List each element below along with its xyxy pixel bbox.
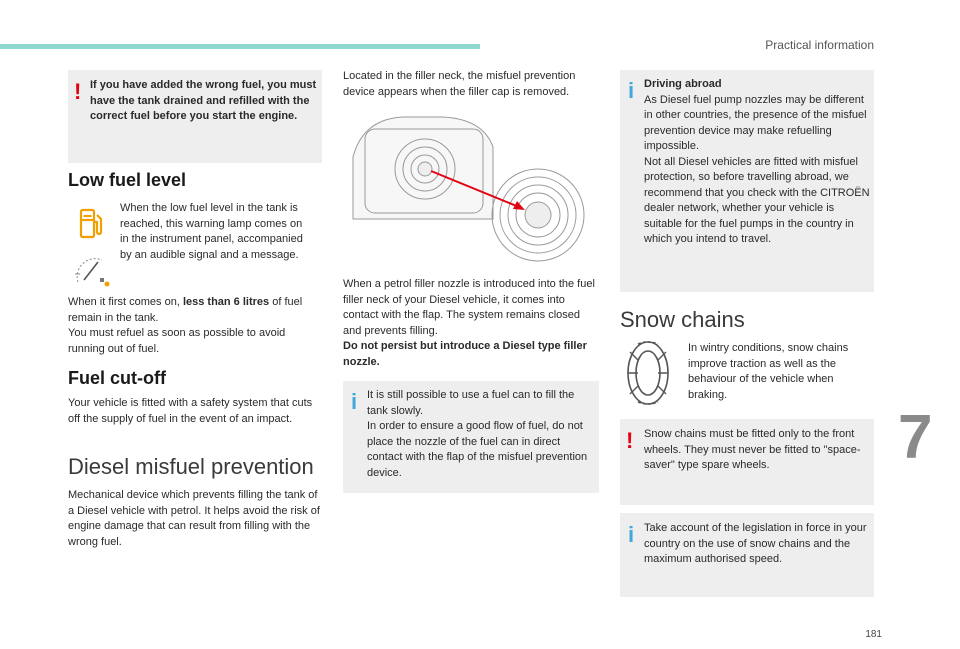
snow-chain-icon xyxy=(622,338,674,408)
low-fuel-refuel-text: You must refuel as soon as possible to avoid running out of fuel. xyxy=(68,327,286,355)
fuel-can-info-text xyxy=(367,388,595,481)
fuel-can-info-line1: It is still possible to use a fuel can to fill the tank slowly. xyxy=(367,389,575,417)
info-icon: i xyxy=(628,522,635,547)
fuel-gauge-icon xyxy=(72,250,114,290)
misfuel-intro-text: Located in the filler neck, the misfuel prevention device appears when the filler cap is removed. xyxy=(343,70,576,98)
misfuel-device-illustration xyxy=(343,107,599,267)
fuel-cutoff-heading: Fuel cut-off xyxy=(68,368,166,388)
petrol-nozzle-paragraph xyxy=(343,277,599,370)
fuel-can-info-box xyxy=(343,381,599,493)
fuel-can-info-line2: In order to ensure a good flow of fuel, do not place the nozzle of the fuel can in direct contact with the flap of the misfuel prevention device. xyxy=(367,420,588,479)
driving-abroad-line2: Not all Diesel vehicles are fitted with misfuel protection, so before travelling abroad, we recommend that you check with the CITROËN dealer network, whether your vehicle is suitable for the fuel pumps in the country in which you intend to travel. xyxy=(644,155,870,245)
low-fuel-icon-text: When the low fuel level in the tank is reached, this warning lamp comes on in the instrument panel, accompanied by an audible signal and a message. xyxy=(120,202,303,261)
petrol-nozzle-bold-text: Do not persist but introduce a Diesel type filler nozzle. xyxy=(343,340,587,368)
low-fuel-heading: Low fuel level xyxy=(68,170,187,190)
low-fuel-text-prefix: When it first comes on, xyxy=(68,296,183,308)
info-icon: i xyxy=(628,78,635,103)
warning-icon: ! xyxy=(626,428,634,453)
snow-chains-info-box xyxy=(620,513,874,597)
fuel-cutoff-text: Your vehicle is fitted with a safety system that cuts off the supply of fuel in the event of an impact. xyxy=(68,397,313,425)
chapter-number: 7 xyxy=(898,403,933,472)
low-fuel-bold-quantity: less than 6 litres xyxy=(182,296,270,308)
wrong-fuel-warning-box xyxy=(68,70,322,163)
low-fuel-paragraph xyxy=(68,295,318,357)
warning-icon: ! xyxy=(74,79,82,104)
snow-chains-warning-box xyxy=(620,419,874,505)
misfuel-text: Mechanical device which prevents filling the tank of a Diesel vehicle with petrol. It helps avoid the risk of engine damage that can result from filling with the wrong fuel. xyxy=(68,489,320,548)
snow-chains-info-text: Take account of the legislation in force in your country on the use of snow chains and the maximum authorised speed. xyxy=(644,522,867,565)
driving-abroad-text xyxy=(644,77,872,248)
snow-chains-warning-text: Snow chains must be fitted only to the front wheels. They must never be fitted to "space-saver" type spare wheels. xyxy=(644,428,861,471)
driving-abroad-line1: As Diesel fuel pump nozzles may be different in other countries, the presence of the misfuel prevention device may make refuelling impossible. xyxy=(644,93,867,152)
page-number: 181 xyxy=(865,629,882,640)
info-icon: i xyxy=(351,389,358,414)
driving-abroad-title: Driving abroad xyxy=(644,78,722,90)
petrol-nozzle-text: When a petrol filler nozzle is introduced into the fuel filler neck of your Diesel vehicle, it comes into contact with the flap. The system remains closed and prevents filling. xyxy=(343,278,595,337)
snow-chains-text: In wintry conditions, snow chains improve traction as well as the behaviour of the vehicle when braking. xyxy=(688,342,849,401)
low-fuel-text-suffix: of fuel remain in the tank. xyxy=(68,296,303,324)
misfuel-heading: Diesel misfuel prevention xyxy=(68,454,314,479)
driving-abroad-info-box xyxy=(620,70,874,292)
snow-chains-heading: Snow chains xyxy=(620,307,745,332)
warning-text: If you have added the wrong fuel, you must have the tank drained and refilled with the correct fuel before you start the engine. xyxy=(90,79,317,122)
header-accent-bar xyxy=(0,44,480,49)
section-title: Practical information xyxy=(765,38,874,52)
fuel-pump-icon xyxy=(76,207,106,241)
